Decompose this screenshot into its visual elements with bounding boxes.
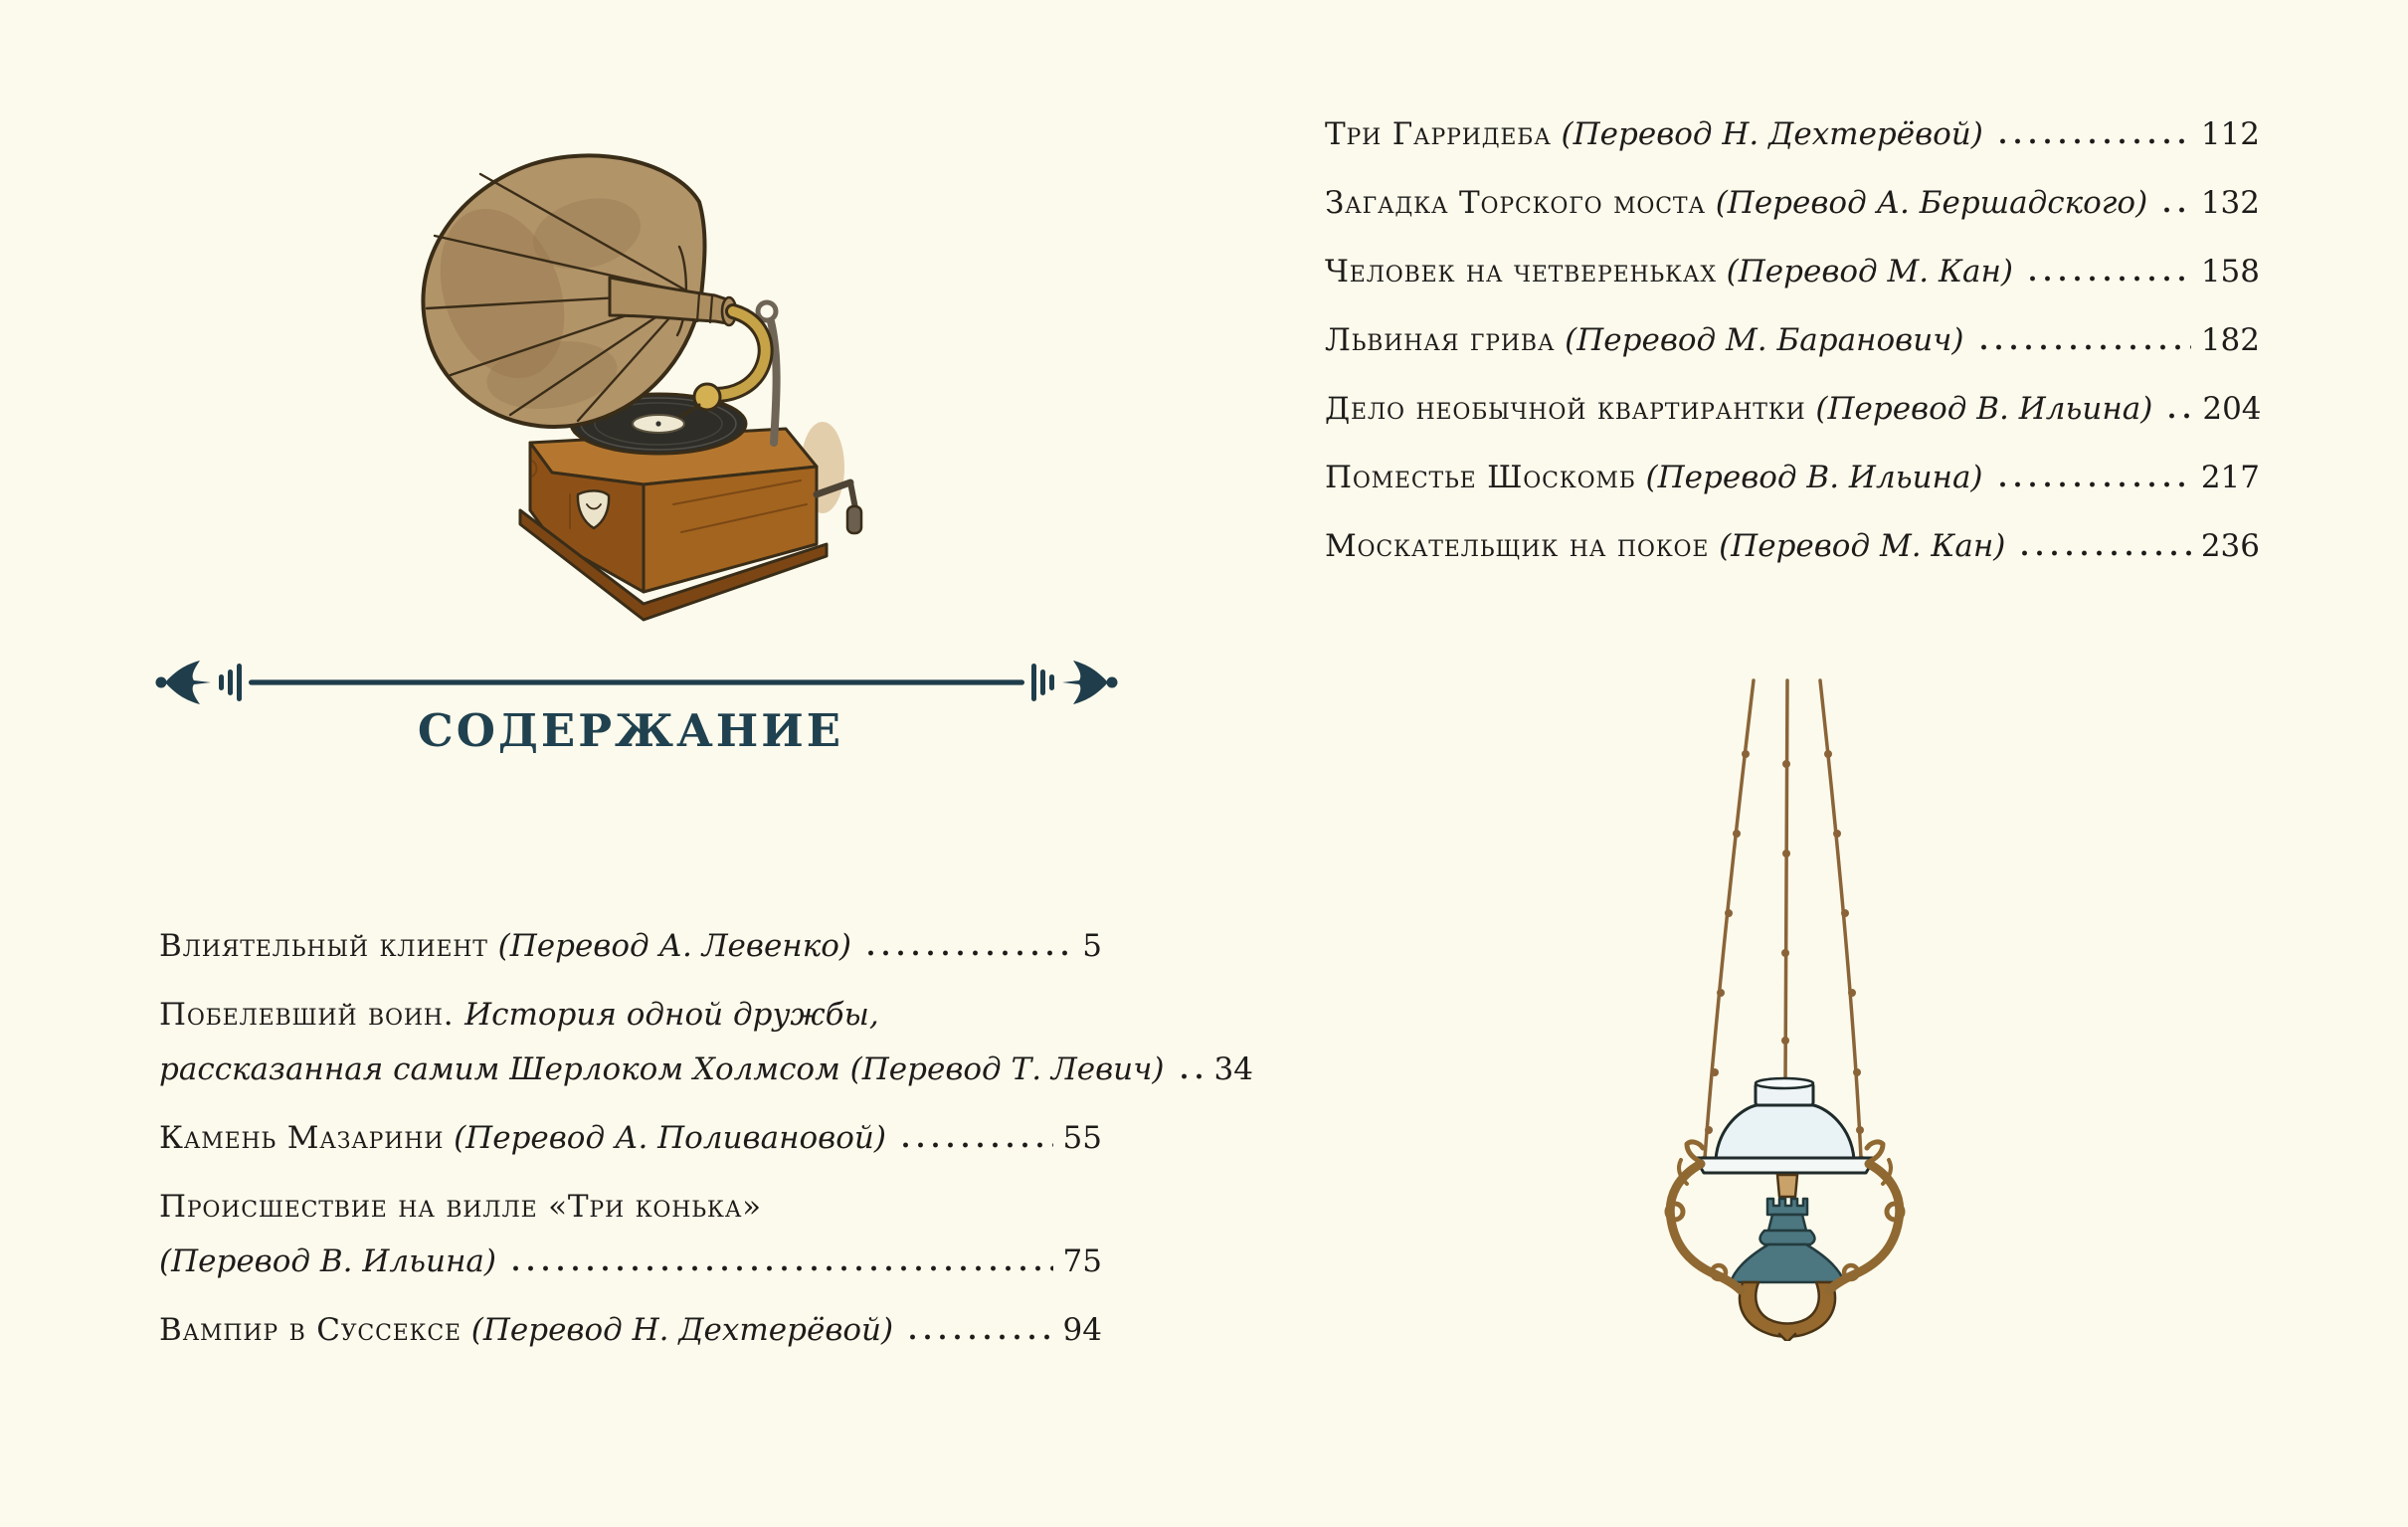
toc-entry [1325, 519, 2260, 574]
toc-entry-text [1325, 245, 2013, 299]
translator-note: (Перевод Н. Дехтерёвой) [1551, 116, 1983, 152]
page-number: 34 [1213, 1051, 1253, 1087]
story-title: Дело необычной квартирантки [1325, 391, 1806, 427]
toc-entry-text [159, 1235, 496, 1289]
toc-entry-text [1325, 519, 2005, 574]
toc-entry-line [159, 1111, 1102, 1166]
dot-leader [1177, 1044, 1204, 1079]
dot-leader [905, 1304, 1052, 1340]
toc-entry-text [159, 988, 879, 1043]
translator-note: (Перевод В. Ильина) [159, 1243, 496, 1279]
gramophone-illustration [383, 144, 920, 642]
toc-entry-line [159, 919, 1102, 974]
page-number: 204 [2202, 391, 2262, 427]
page-number: 217 [2200, 460, 2260, 495]
toc-entry-text [159, 919, 851, 974]
page-number: 94 [1062, 1312, 1102, 1348]
toc-entry-text [1325, 313, 1964, 368]
toc-entry [159, 1303, 1102, 1358]
toc-entry-text [1325, 382, 2152, 437]
toc-entry [159, 1111, 1102, 1166]
page-number: 236 [2200, 528, 2260, 564]
toc-entry-line [1325, 382, 2260, 437]
dot-leader [1995, 452, 2191, 487]
translator-note: (Перевод А. Левенко) [487, 928, 851, 964]
toc-entry [159, 988, 1253, 1097]
translator-note: (Перевод М. Кан) [1716, 254, 2013, 289]
ornamental-divider [149, 659, 1124, 706]
page-number: 158 [2200, 254, 2260, 289]
story-title: Загадка Торского моста [1325, 185, 1706, 221]
toc-entry-text [159, 1111, 886, 1166]
story-title: Три Гарридеба [1325, 116, 1552, 152]
toc-entry [1325, 107, 2260, 162]
dot-leader [2025, 246, 2191, 282]
toc-entry-line [1325, 107, 2260, 162]
toc-entry [1325, 382, 2260, 437]
toc-entry [1325, 245, 2260, 299]
toc-entry-line [159, 988, 1102, 1043]
translator-note: История одной дружбы, [464, 997, 879, 1033]
toc-entry [159, 1180, 1102, 1289]
translator-note: (Перевод М. Кан) [1709, 528, 2006, 564]
story-title: Львиная грива [1325, 322, 1556, 358]
toc-entry [1325, 176, 2260, 231]
toc-entry-line [1325, 519, 2260, 574]
story-title: Влиятельный клиент [159, 928, 488, 964]
toc-entry-line [159, 1303, 1102, 1358]
toc-entry-line [159, 1180, 1102, 1235]
dot-leader [1995, 108, 2191, 144]
toc-entry [1325, 313, 2260, 368]
page-number: 55 [1062, 1120, 1102, 1156]
translator-note: (Перевод А. Поливановой) [444, 1120, 886, 1156]
page-number: 5 [1082, 928, 1102, 964]
translator-note: (Перевод В. Ильина) [1805, 391, 2153, 427]
story-title: Вампир в Суссексе [159, 1312, 462, 1348]
dot-leader [898, 1112, 1053, 1148]
toc-entry-line [1325, 313, 2260, 368]
story-title: Происшествие на вилле «Три конька» [159, 1189, 762, 1225]
page-number: 132 [2200, 185, 2260, 221]
hanging-lamp-illustration [1631, 674, 1949, 1341]
dot-leader [508, 1236, 1053, 1271]
toc-right [1325, 107, 2260, 588]
dot-leader [2164, 383, 2192, 419]
translator-note: (Перевод Н. Дехтерёвой) [461, 1312, 894, 1348]
toc-entry-text [1325, 107, 1983, 162]
story-title: Побелевший воин. [159, 997, 465, 1033]
toc-entry-text [159, 1303, 893, 1358]
translator-note: (Перевод А. Бершадского) [1705, 185, 2148, 221]
page-number: 182 [2200, 322, 2260, 358]
toc-entry-line [159, 1043, 1253, 1097]
toc-entry-text [1325, 176, 2147, 231]
story-title: Москательщик на покое [1325, 528, 1710, 564]
story-title: Камень Мазарини [159, 1120, 445, 1156]
dot-leader [1976, 314, 2191, 350]
story-title: Поместье Шоскомб [1325, 460, 1636, 495]
toc-entry-line [1325, 451, 2260, 505]
page-number: 112 [2200, 116, 2260, 152]
toc-entry-line [159, 1235, 1102, 1289]
translator-note: рассказанная самим Шерлоком Холмсом (Перевод Т. Левич) [159, 1051, 1165, 1087]
translator-note: (Перевод М. Баранович) [1555, 322, 1964, 358]
story-title: Человек на четвереньках [1325, 254, 1717, 289]
dot-leader [2017, 520, 2190, 556]
toc-entry-line [1325, 176, 2260, 231]
dot-leader [2159, 177, 2191, 213]
toc-left [159, 919, 1253, 1372]
toc-entry-text [159, 1180, 762, 1235]
toc-entry [1325, 451, 2260, 505]
toc-entry-line [1325, 245, 2260, 299]
toc-entry-text [1325, 451, 1983, 505]
page-number: 75 [1062, 1243, 1102, 1279]
dot-leader [863, 920, 1072, 956]
toc-entry-text [159, 1043, 1165, 1097]
translator-note: (Перевод В. Ильина) [1635, 460, 1983, 495]
contents-heading: СОДЕРЖАНИЕ [417, 704, 844, 757]
toc-entry [159, 919, 1102, 974]
